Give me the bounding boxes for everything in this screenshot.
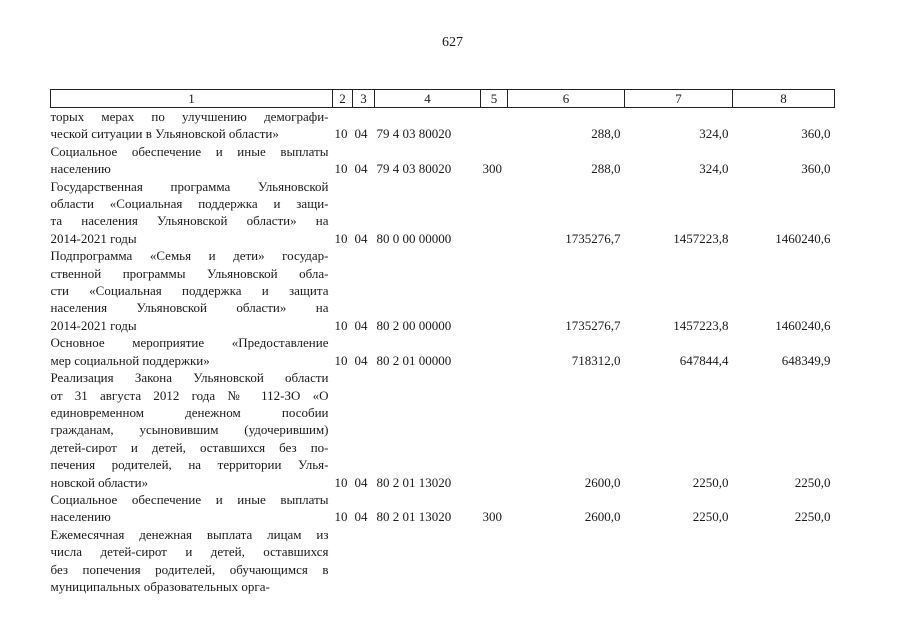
cell-value-col8: 1460240,6 [775,230,831,246]
table-body [51,108,835,596]
table-row [51,247,835,334]
cell-rz: 10 [334,317,348,333]
description-line: числа детей-сирот и детей, оставшихся [50,544,329,560]
cell-pr: 04 [354,352,368,368]
description-line: области «Социальная поддержка и защи- [50,196,329,212]
table-row [51,178,835,248]
table-row [51,143,835,178]
cell-description [51,334,333,369]
description-line: 2014-2021 годы [50,230,137,246]
cell-csr: 80 2 01 00000 [376,352,452,368]
description-line: та населения Ульяновской области» на [50,213,329,229]
description-line: сти «Социальная поддержка и защита [50,283,329,299]
cell-value-col6 [508,526,625,596]
description-line: муниципальных образовательных орга- [50,578,270,594]
description-line: торых мерах по улучшению демографи- [50,109,329,124]
cell-value-col7: 647844,4 [679,352,729,368]
cell-value-col7: 2250,0 [692,509,729,525]
header-col-7: 7 [625,90,733,108]
cell-value-col6: 2600,0 [584,474,621,490]
description-line: ческой ситуации в Ульяновской области» [50,126,279,142]
page-number: 627 [442,35,463,50]
cell-csr: 79 4 03 80020 [376,126,452,142]
description-line: новской области» [50,474,149,490]
description-line: детей-сирот и детей, оставшихся без по- [50,439,329,455]
cell-pr: 04 [354,509,368,525]
cell-value-col7 [625,526,733,596]
cell-rz [333,526,353,596]
description-line: Социальное обеспечение и иные выплаты [50,143,329,159]
cell-value-col8: 2250,0 [794,509,831,525]
cell-value-col6: 718312,0 [571,352,621,368]
description-line: населению [50,509,111,525]
cell-csr: 79 4 03 80020 [376,161,452,177]
cell-vr [481,334,508,369]
cell-description [51,108,333,143]
cell-value-col6: 1735276,7 [565,230,621,246]
cell-vr: 300 [482,161,502,177]
header-col-5: 5 [481,90,508,108]
table-row [51,108,835,143]
description-line: населению [50,161,111,177]
cell-pr: 04 [354,317,368,333]
cell-description [51,369,333,491]
cell-rz: 10 [334,509,348,525]
cell-value-col8: 360,0 [801,126,831,142]
table-header-row [51,90,835,108]
description-line: без попечения родителей, обучающимся в [50,561,329,577]
description-line: Социальное обеспечение и иные выплаты [50,491,329,507]
cell-vr: 300 [482,509,502,525]
cell-vr [481,178,508,248]
cell-value-col6: 288,0 [591,161,621,177]
cell-value-col6: 1735276,7 [565,317,621,333]
description-line: Ежемесячная денежная выплата лицам из [50,526,329,542]
cell-rz: 10 [334,474,348,490]
cell-value-col7: 324,0 [699,161,729,177]
cell-value-col7: 1457223,8 [673,317,729,333]
description-line: мер социальной поддержки» [50,352,210,368]
header-col-3: 3 [353,90,375,108]
cell-rz: 10 [334,126,348,142]
description-line: Основное мероприятие «Предоставление [50,335,329,351]
cell-csr [375,526,481,596]
cell-rz: 10 [334,230,348,246]
description-line: от 31 августа 2012 года № 112-ЗО «О [50,387,329,403]
cell-description [51,178,333,248]
cell-pr [353,526,375,596]
cell-vr [481,247,508,334]
cell-value-col8: 360,0 [801,161,831,177]
cell-vr [481,108,508,143]
table-row [51,491,835,526]
description-line: печения родителей, на территории Улья- [50,457,329,473]
cell-rz: 10 [334,161,348,177]
table-row [51,369,835,491]
cell-value-col8 [733,526,835,596]
table-row [51,334,835,369]
description-line: Государственная программа Ульяновской [50,178,329,194]
cell-pr: 04 [354,230,368,246]
table-row [51,526,835,596]
cell-description [51,247,333,334]
header-col-2: 2 [333,90,353,108]
cell-pr: 04 [354,161,368,177]
cell-value-col6: 2600,0 [584,509,621,525]
cell-pr: 04 [354,126,368,142]
cell-value-col8: 2250,0 [794,474,831,490]
cell-value-col6: 288,0 [591,126,621,142]
description-line: ственной программы Ульяновской обла- [50,265,329,281]
cell-csr: 80 2 01 13020 [376,509,452,525]
description-line: населения Ульяновской области» на [50,300,329,316]
header-col-6: 6 [508,90,625,108]
cell-csr: 80 2 01 13020 [376,474,452,490]
header-col-4: 4 [375,90,481,108]
description-line: Реализация Закона Ульяновской области [50,370,329,386]
budget-table [50,89,835,595]
description-line: единовременном денежном пособии [50,404,329,420]
cell-description [51,143,333,178]
cell-description [51,491,333,526]
description-line: Подпрограмма «Семья и дети» государ- [50,248,329,264]
cell-vr [481,369,508,491]
cell-pr: 04 [354,474,368,490]
cell-value-col8: 648349,9 [781,352,831,368]
cell-value-col7: 324,0 [699,126,729,142]
cell-value-col8: 1460240,6 [775,317,831,333]
description-line: 2014-2021 годы [50,317,137,333]
cell-csr: 80 2 00 00000 [376,317,452,333]
header-col-1: 1 [51,90,333,108]
description-line: гражданам, усыновившим (удочерившим) [50,422,329,438]
cell-description [51,526,333,596]
cell-csr: 80 0 00 00000 [376,230,452,246]
header-col-8: 8 [733,90,835,108]
cell-vr [481,526,508,596]
cell-rz: 10 [334,352,348,368]
cell-value-col7: 2250,0 [692,474,729,490]
cell-value-col7: 1457223,8 [673,230,729,246]
